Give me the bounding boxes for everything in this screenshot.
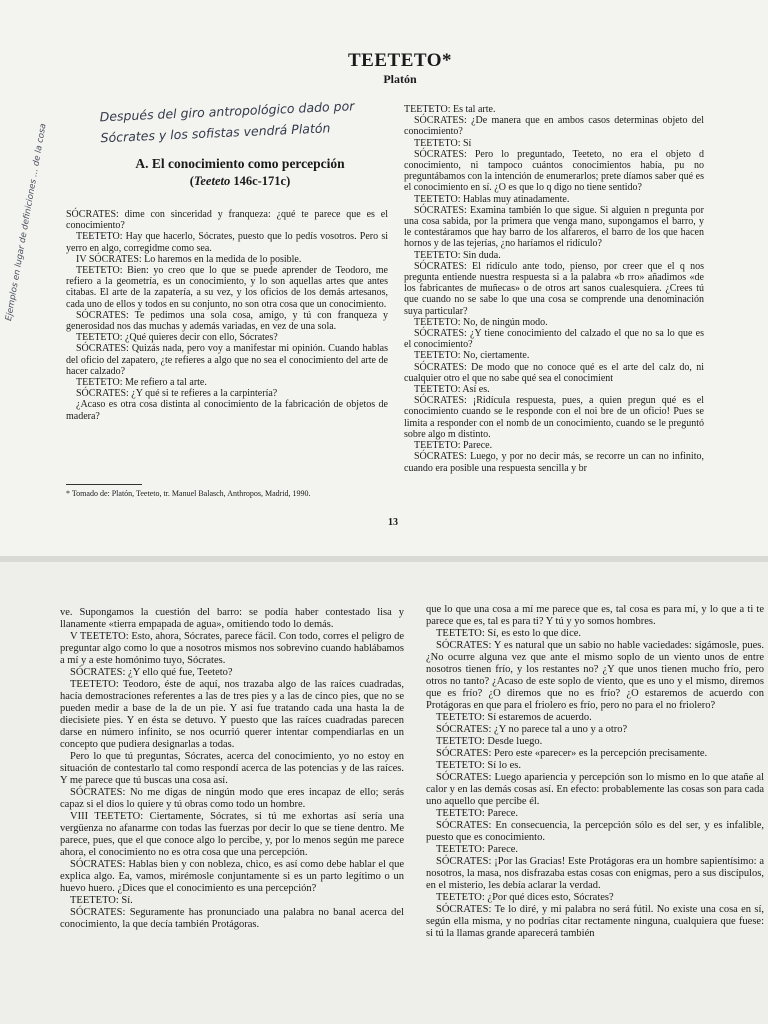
footnote-divider <box>66 484 142 485</box>
dialogue-paragraph: TEETETO: No, de ningún modo. <box>414 316 548 328</box>
bottom-page <box>0 562 768 1024</box>
dialogue-paragraph: ve. Supongamos la cuestión del barro: se podía haber contestado lisa y llanamente «tierra empapada de agua», omitiendo todo lo demás. <box>60 607 404 630</box>
dialogue-paragraph: TEETETO: Teodoro, éste de aquí, nos trazaba algo de las raíces cuadradas, hacía demostraciones referentes a las de tres pies y a las de cinco pies, que no se pueden medir a base de la de un pie. Y así fue tratando cada una hasta la de diecisiete pies. Y en ésta se detuvo. Y puesto que las raíces cuadradas parecen darse en número infinito, se nos ocurrió querer intentar compendiarlas en un concepto que pudiera designarlas a todas. <box>60 679 404 750</box>
dialogue-paragraph: TEETETO: ¿Qué quieres decir con ello, Sócrates? <box>76 332 278 344</box>
dialogue-paragraph: SÓCRATES: ¿Y tiene conocimiento del calzado el que no sa lo que es el conocimiento? <box>404 328 704 351</box>
dialogue-paragraph: TEETETO: Parece. <box>414 440 493 452</box>
dialogue-paragraph: SÓCRATES: No me digas de ningún modo que eres incapaz de ello; serás capaz si el dios lo quiere y tú obras como todo un hombre. <box>60 787 404 810</box>
dialogue-paragraph: TEETETO: No, ciertamente. <box>414 350 530 362</box>
dialogue-paragraph: SÓCRATES: ¿Y ello qué fue, Teeteto? <box>70 667 233 678</box>
dialogue-paragraph: TEETETO: ¿Por qué dices esto, Sócrates? <box>436 892 614 903</box>
dialogue-paragraph: TEETETO: Sí. <box>70 895 133 906</box>
dialogue-paragraph: SÓCRATES: ¿Y no parece tal a uno y a otro? <box>436 724 628 735</box>
dialogue-paragraph: que lo que una cosa a mí me parece que es, tal cosa es para mí, y lo que a ti te parece que es, tal es para ti? Y tú y yo somos hombres. <box>426 604 764 627</box>
handwritten-margin-note: Ejemplos en lugar de definiciones ... de la cosa <box>4 122 49 322</box>
dialogue-paragraph: SÓCRATES: Te pedimos una sola cosa, amigo, y tú con franqueza y generosidad nos das muchas y además variadas, en vez de una sola. <box>66 309 388 333</box>
dialogue-paragraph: TEETETO: Sí lo es. <box>436 760 521 771</box>
dialogue-paragraph: SÓCRATES: ¡Por las Gracias! Este Protágoras era un hombre sapientísimo: a nosotros, la masa, nos disfrazaba estas cosas con enigmas, pero a sus discípulos, en el misterio, les debía aclarar la verdad. <box>426 856 764 891</box>
dialogue-paragraph: TEETETO: Sí <box>414 137 472 149</box>
document-author: Platón <box>383 72 417 86</box>
dialogue-paragraph: SÓCRATES: ¿Y qué si te refieres a la carpintería? <box>76 388 278 400</box>
dialogue-paragraph: ¿Acaso es otra cosa distinta al conocimiento de la fabricación de objetos de madera? <box>66 399 388 422</box>
dialogue-paragraph: SÓCRATES: En consecuencia, la percepción sólo es del ser, y es infalible, puesto que es conocimiento. <box>426 820 764 843</box>
dialogue-paragraph: SÓCRATES: Hablas bien y con nobleza, chico, es así como debe hablar el que explica algo. Ea, vamos, mirémosle conjuntamente si es un parto legítimo o un huevo huero. ¿Dices que el conocimiento es una percepción? <box>60 859 404 894</box>
dialogue-paragraph: SÓCRATES: Quizás nada, pero voy a manifestar mi opinión. Cuando hablas del oficio del zapatero, ¿te refieres a algo que no sea el conocimiento del arte de hacer calzado? <box>66 343 388 377</box>
dialogue-paragraph: Pero lo que tú preguntas, Sócrates, acerca del conocimiento, yo no estoy en situación de contestarlo tal como respondí acerca de las potencias y de las raíces. Y me parece que tú buscas una cosa así. <box>60 751 404 786</box>
handwritten-note: Después del giro antropológico dado por Sócrates y los sofistas vendrá Platón <box>99 98 355 146</box>
dialogue-paragraph: TEETETO: Sí, es esto lo que dice. <box>436 628 582 639</box>
dialogue-paragraph: SÓCRATES: ¡Ridícula respuesta, pues, a quien pregun qué es el conocimiento cuando se le responde con el noi bre de un oficio! Pues se limita a responder con el nomb de un conocimiento, cuando se le preguntó sobre algo m distinto. <box>404 395 704 440</box>
dialogue-paragraph: TEETETO: Desde luego. <box>436 736 543 747</box>
top-left-column <box>66 209 388 422</box>
dialogue-paragraph: SÓCRATES: Y es natural que un sabio no hable vaciedades: sigámosle, pues. ¿No ocurre alguna vez que ante el mismo soplo de un viento unos de entre nosotros tienen frío, y los restantes no? ¿Y que unos tienen mucho frío, pero otros no tanto? ¿Acaso de este soplo de viento, que es uno y el mismo, diremos que es frío? ¿O diremos que no es frío? ¿O estaremos de acuerdo con Protágoras en que para el friolero es frío, pero no para el no friolero? <box>426 640 764 711</box>
dialogue-paragraph: TEETETO: Hay que hacerlo, Sócrates, puesto que lo pedís vosotros. Pero si yerro en algo, corregidme como sea. <box>66 231 388 254</box>
top-right-column <box>404 104 704 474</box>
dialogue-paragraph: SÓCRATES: dime con sinceridad y franqueza: ¿qué te parece que es el conocimiento? <box>66 209 388 232</box>
section-reference: (Teeteto 146c-171c) <box>189 174 291 188</box>
dialogue-paragraph: TEETETO: Así es. <box>414 384 490 396</box>
document-title: TEETETO* <box>348 50 452 71</box>
dialogue-paragraph: TEETETO: Hablas muy atinadamente. <box>414 193 570 205</box>
dialogue-paragraph: SÓCRATES: Luego, y por no decir más, se recorre un can no infinito, cuando era posible una respuesta sencilla y br <box>404 451 704 474</box>
dialogue-paragraph: TEETETO: Me refiero a tal arte. <box>76 377 207 389</box>
bottom-right-column <box>426 604 764 940</box>
dialogue-paragraph: TEETETO: Sin duda. <box>414 249 501 261</box>
dialogue-paragraph: SÓCRATES: Examina también lo que sigue. Si alguien n pregunta por una cosa sabida, por la primera que venga mano, supongamos el barro, y le contestáramos que hay barro de los alfareros, el barro de los que hacen hornos y de las tejerías, ¿no haríamos el ridículo? <box>404 204 704 250</box>
dialogue-paragraph: SÓCRATES: El ridículo ante todo, pienso, por creer que el q nos pregunta entiende nuestra respuesta si a la palabra «b rro» añadimos «de los fabricantes de muñecas» o de otros art sanos cualesquiera. ¿Crees tú que cuando no se sabe lo que una cosa se comprende una denominación suya particular? <box>404 260 704 317</box>
dialogue-paragraph: TEETETO: Sí estaremos de acuerdo. <box>436 712 592 723</box>
dialogue-paragraph: SÓCRATES: De modo que no conoce qué es el arte del calz do, ni cualquier otro el que no sabe qué sea el conocimient <box>404 361 704 384</box>
dialogue-paragraph: TEETETO: Parece. <box>436 808 519 819</box>
bottom-left-column <box>60 607 404 931</box>
dialogue-paragraph: TEETETO: Es tal arte. <box>404 104 496 115</box>
dialogue-paragraph: SÓCRATES: Pero lo preguntado, Teeteto, no era el objeto d conocimiento, ni tampoco cuántos conocimientos había, pu no preguntábamos con la intención de enumerarlos; prete díamos saber qué es el conocimiento en sí. ¿O es que lo q digo no tiene sentido? <box>404 148 704 194</box>
page-number: 13 <box>388 517 398 528</box>
dialogue-paragraph: SÓCRATES: Pero este «parecer» es la percepción precisamente. <box>436 748 708 759</box>
dialogue-paragraph: SÓCRATES: ¿De manera que en ambos casos determinas objeto del conocimiento? <box>404 115 704 138</box>
dialogue-paragraph: IV SÓCRATES: Lo haremos en la medida de lo posible. <box>76 253 302 265</box>
section-reference-lines: 146c-171c) <box>233 174 291 188</box>
dialogue-paragraph: VIII TEETETO: Ciertamente, Sócrates, si tú me exhortas así sería una vergüenza no afanarme con todas las fuerzas por decir lo que se tiene dentro. Me parece, pues, que el que conoce algo lo percibe, y, por lo menos según me parece ahora, el conocimiento no es otra cosa que una percepción. <box>60 811 404 858</box>
dialogue-paragraph: SÓCRATES: Luego apariencia y percepción son lo mismo en lo que atañe al calor y en las demás cosas así. En efecto: probablemente las cosas son para cada uno aquello que percibe él. <box>426 772 764 807</box>
dialogue-paragraph: SÓCRATES: Te lo diré, y mi palabra no será fútil. No existe una cosa en sí, según ella misma, y no podrías citar rectamente ninguna, cualquiera que fuese: si tú la llamas grande aparecerá también <box>426 904 764 939</box>
section-reference-work: Teeteto <box>193 174 231 188</box>
section-heading: A. El conocimiento como percepción <box>135 156 345 171</box>
dialogue-paragraph: TEETETO: Parece. <box>436 844 519 855</box>
dialogue-paragraph: V TEETETO: Esto, ahora, Sócrates, parece fácil. Con todo, corres el peligro de preguntar algo como lo que a nosotros mismos nos sobrevino cuando hablábamos a mí y a este homónimo tuyo, Sócrates. <box>60 631 404 666</box>
footnote: * Tomado de: Platón, Teeteto, tr. Manuel Balasch, Anthropos, Madrid, 1990. <box>66 489 311 498</box>
dialogue-paragraph: SÓCRATES: Seguramente has pronunciado una palabra no banal acerca del conocimiento, la que decía también Protágoras. <box>60 907 404 930</box>
dialogue-paragraph: TEETETO: Bien: yo creo que lo que se puede aprender de Teodoro, me refiero a la geometría, es un conocimiento, y lo son aquellas artes que antes citabas. El arte de la zapatería, a su vez, y los oficios de los demás artesanos, cada uno de ellos y todos en su conjunto, no son otra cosa que un conocimiento. <box>66 265 388 310</box>
